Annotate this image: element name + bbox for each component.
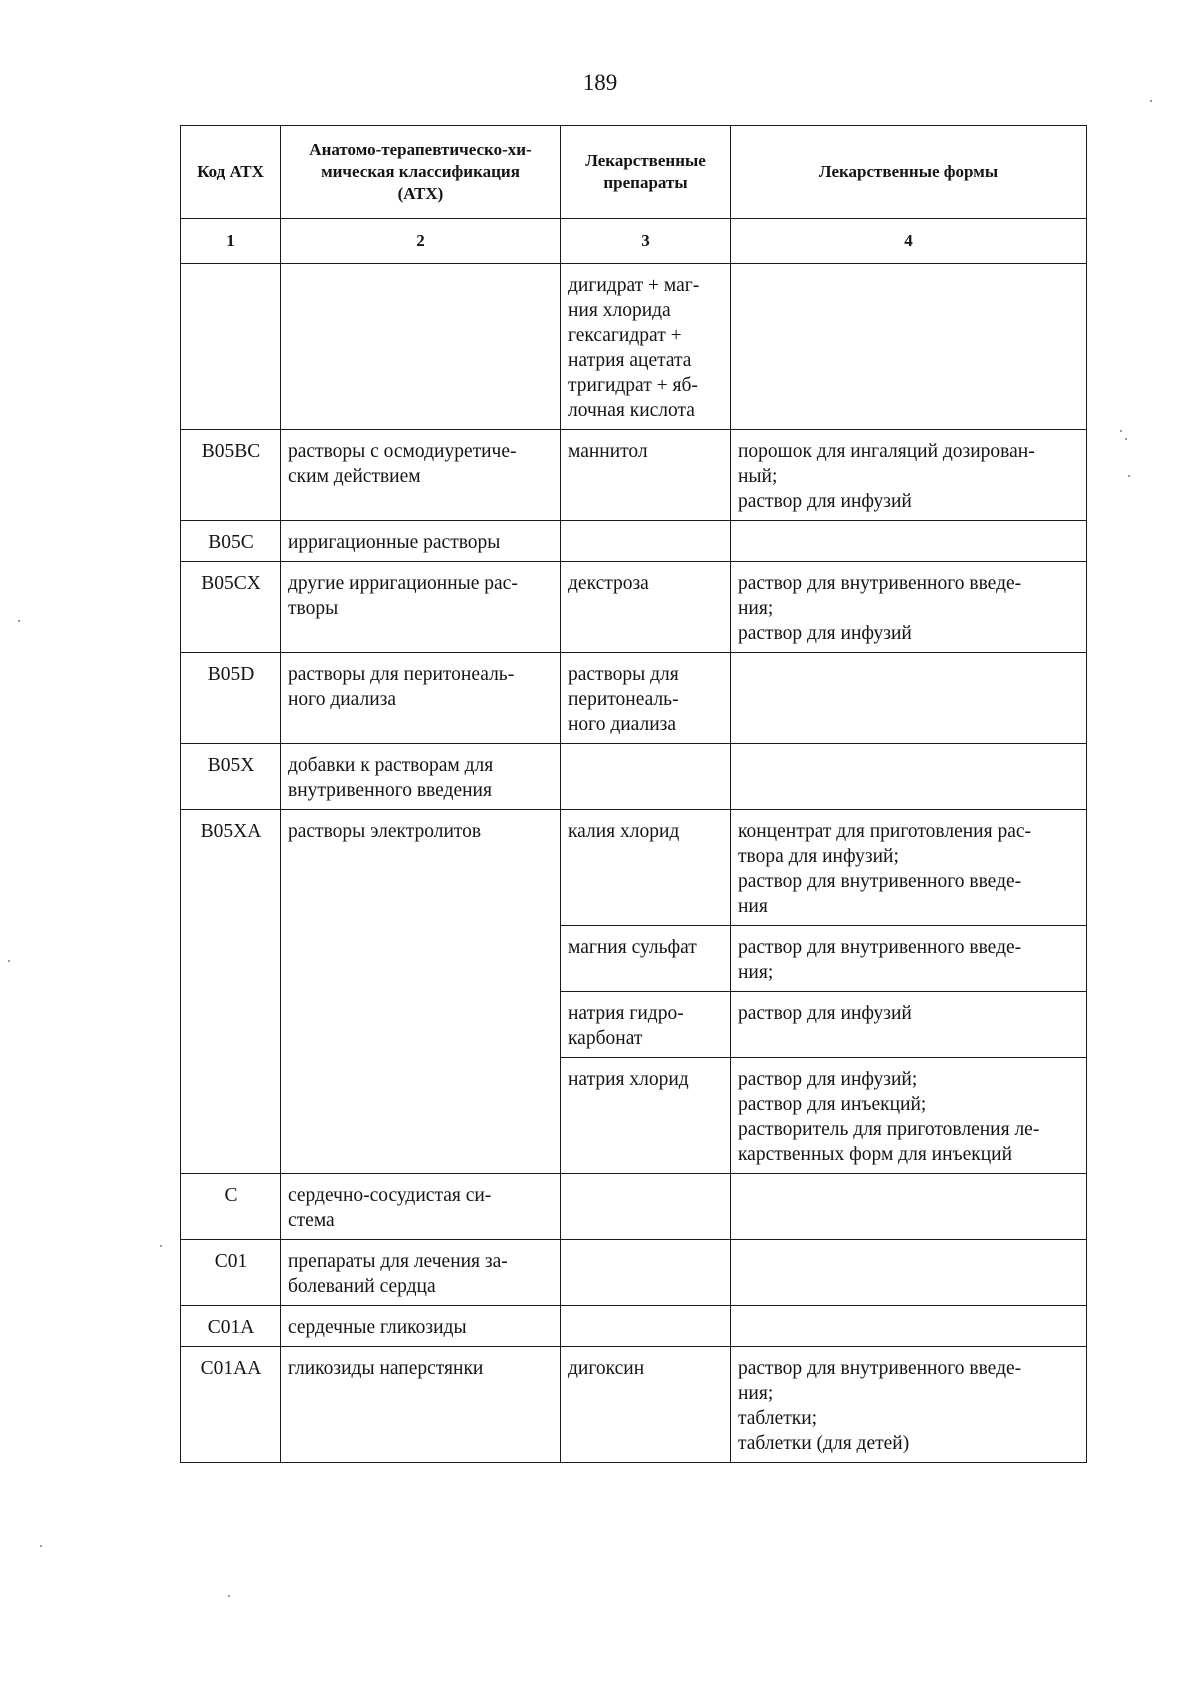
dosage-forms-cell: раствор для внутривенного введе- ния; таблетки; таблетки (для детей)	[731, 1347, 1087, 1463]
scan-speck	[40, 1545, 42, 1547]
table-body	[181, 264, 1087, 1463]
atx-code-cell: C	[181, 1174, 281, 1240]
column-number-4: 4	[731, 219, 1087, 264]
drug-name-cell: натрия гидро- карбонат	[561, 992, 731, 1058]
page-number: 189	[582, 70, 618, 95]
atx-code-cell: C01AA	[181, 1347, 281, 1463]
drug-name-cell: декстроза	[561, 562, 731, 653]
atx-code-cell: B05XA	[181, 810, 281, 1174]
drug-name-cell	[561, 1240, 731, 1306]
scan-speck	[1150, 100, 1152, 102]
drug-name-cell	[561, 521, 731, 562]
atx-classification-cell: добавки к растворам для внутривенного введения	[281, 744, 561, 810]
atx-code-cell: B05BC	[181, 430, 281, 521]
drug-name-cell: дигоксин	[561, 1347, 731, 1463]
atx-classification-cell: растворы электролитов	[281, 810, 561, 1174]
atx-classification-cell: препараты для лечения за- болеваний сердца	[281, 1240, 561, 1306]
scan-speck	[228, 1595, 230, 1597]
atx-code-cell: B05CX	[181, 562, 281, 653]
atx-classification-cell: сердечно-сосудистая си- стема	[281, 1174, 561, 1240]
dosage-forms-cell: раствор для инфузий	[731, 992, 1087, 1058]
table-row	[181, 810, 1087, 926]
column-number-1: 1	[181, 219, 281, 264]
dosage-forms-cell	[731, 1306, 1087, 1347]
table-row	[181, 430, 1087, 521]
atx-classification-cell: другие ирригационные рас- творы	[281, 562, 561, 653]
column-number-row	[181, 219, 1087, 264]
drug-name-cell	[561, 1174, 731, 1240]
header-drugs: Лекарственные препараты	[561, 126, 731, 219]
dosage-forms-cell	[731, 1240, 1087, 1306]
atx-classification-cell: сердечные гликозиды	[281, 1306, 561, 1347]
atx-table	[180, 125, 1087, 1463]
header-row	[181, 126, 1087, 219]
table-header	[181, 126, 1087, 264]
table-row	[181, 1174, 1087, 1240]
atx-classification-cell	[281, 264, 561, 430]
drug-name-cell: дигидрат + маг- ния хлорида гексагидрат + натрия ацетата тригидрат + яб- лочная кислота	[561, 264, 731, 430]
table-row	[181, 1240, 1087, 1306]
atx-classification-cell: ирригационные растворы	[281, 521, 561, 562]
table-row	[181, 744, 1087, 810]
table-row	[181, 562, 1087, 653]
scan-speck	[1125, 438, 1127, 440]
dosage-forms-cell: раствор для внутривенного введе- ния;	[731, 926, 1087, 992]
dosage-forms-cell: раствор для внутривенного введе- ния; раствор для инфузий	[731, 562, 1087, 653]
atx-code-cell: B05C	[181, 521, 281, 562]
dosage-forms-cell	[731, 653, 1087, 744]
scan-speck	[1120, 430, 1122, 432]
table-row	[181, 521, 1087, 562]
atx-code-cell: B05D	[181, 653, 281, 744]
table-row	[181, 264, 1087, 430]
scan-speck	[160, 1245, 162, 1247]
dosage-forms-cell: раствор для инфузий; раствор для инъекций; растворитель для приготовления ле- карственных форм для инъекций	[731, 1058, 1087, 1174]
atx-classification-cell: гликозиды наперстянки	[281, 1347, 561, 1463]
dosage-forms-cell	[731, 1174, 1087, 1240]
scan-speck	[8, 960, 10, 962]
drug-name-cell	[561, 744, 731, 810]
scan-speck	[1128, 475, 1130, 477]
header-dosage-forms: Лекарственные формы	[731, 126, 1087, 219]
atx-classification-cell: растворы с осмодиуретиче- ским действием	[281, 430, 561, 521]
dosage-forms-cell: концентрат для приготовления рас- твора для инфузий; раствор для внутривенного введе- ния	[731, 810, 1087, 926]
atx-code-cell: B05X	[181, 744, 281, 810]
atx-classification-cell: растворы для перитонеаль- ного диализа	[281, 653, 561, 744]
header-atx-code: Код АТХ	[181, 126, 281, 219]
atx-code-cell: C01A	[181, 1306, 281, 1347]
dosage-forms-cell: порошок для ингаляций дозирован- ный; раствор для инфузий	[731, 430, 1087, 521]
drug-name-cell: растворы для перитонеаль- ного диализа	[561, 653, 731, 744]
dosage-forms-cell	[731, 521, 1087, 562]
header-atx-classification: Анатомо-терапевтическо-хи- мическая классификация (АТХ)	[281, 126, 561, 219]
dosage-forms-cell	[731, 744, 1087, 810]
drug-name-cell: магния сульфат	[561, 926, 731, 992]
column-number-2: 2	[281, 219, 561, 264]
table-row	[181, 1306, 1087, 1347]
dosage-forms-cell	[731, 264, 1087, 430]
drug-name-cell	[561, 1306, 731, 1347]
drug-name-cell: маннитол	[561, 430, 731, 521]
table-row	[181, 653, 1087, 744]
scan-speck	[18, 620, 20, 622]
drug-name-cell: натрия хлорид	[561, 1058, 731, 1174]
atx-code-cell	[181, 264, 281, 430]
column-number-3: 3	[561, 219, 731, 264]
atx-code-cell: C01	[181, 1240, 281, 1306]
drug-name-cell: калия хлорид	[561, 810, 731, 926]
table-row	[181, 1347, 1087, 1463]
